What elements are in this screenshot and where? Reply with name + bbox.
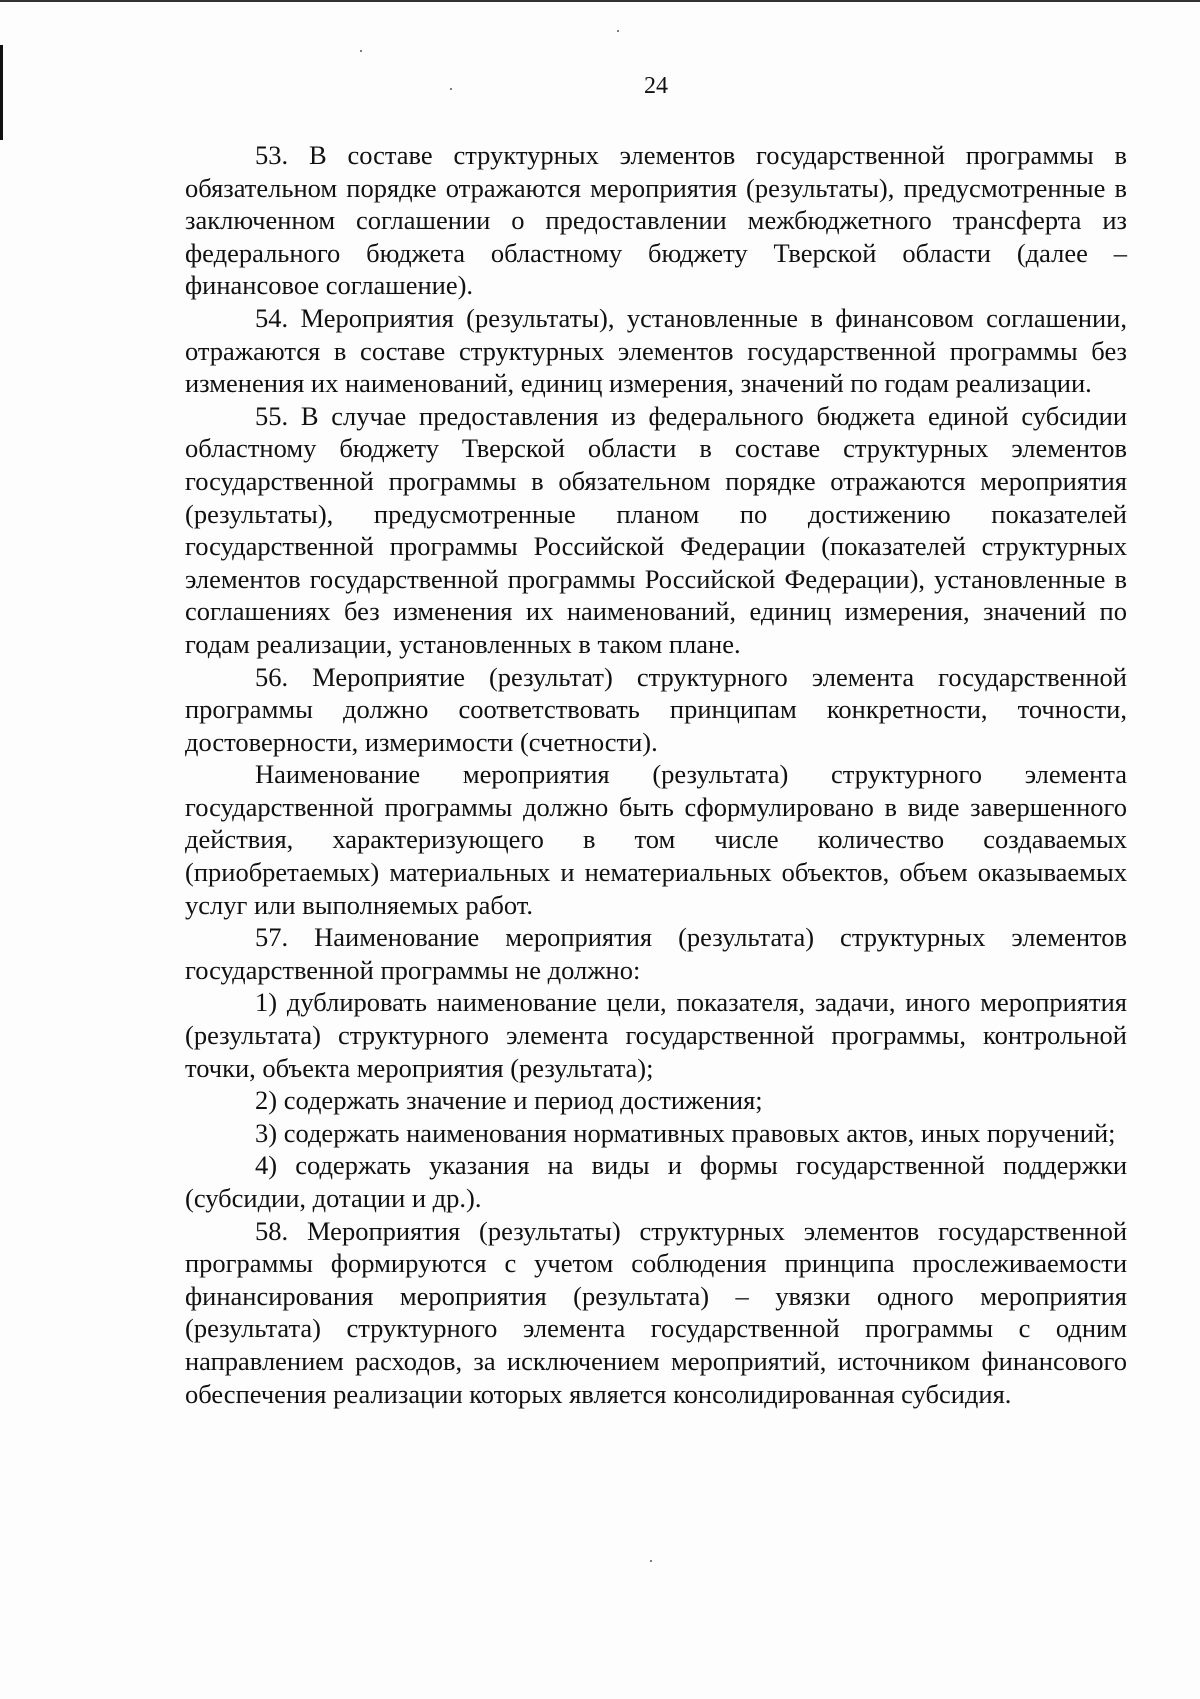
- list-item-57-4: 4) содержать указания на виды и формы государственной поддержки (субсидии, дотации и др.).: [185, 1150, 1127, 1213]
- scan-edge-top: [0, 0, 1200, 2]
- paragraph-58: 58. Мероприятия (результаты) структурных элементов государственной программы формируются с учетом соблюдения принципа прослеживаемости финансирования мероприятия (результата) – увязки одного мероприятия (результата) структурного элемента государственной программы с одним направлением расходов, за исключением мероприятий, источником финансового обеспечения реализации которых является консолидированная субсидия.: [185, 1215, 1127, 1409]
- list-item-57-3: 3) содержать наименования нормативных правовых актов, иных поручений;: [255, 1117, 1116, 1148]
- paragraph-53: 53. В составе структурных элементов государственной программы в обязательном порядке отражаются мероприятия (результаты), предусмотренные в заключенном соглашении о предоставлении межбюджетного трансферта из федерального бюджета областному бюджету Тверской области (далее – финансовое соглашение).: [185, 140, 1127, 301]
- paragraph-56-naming: Наименование мероприятия (результата) структурного элемента государственной программы должно быть сформулировано в виде завершенного действия, характеризующего в том числе количество создаваемых (приобретаемых) материальных и нематериальных объектов, объем оказываемых услуг или выполняемых работ.: [185, 759, 1127, 920]
- scan-speck: [650, 1560, 652, 1562]
- list-item-57-2: 2) содержать значение и период достижения;: [255, 1085, 763, 1116]
- paragraph-57: 57. Наименование мероприятия (результата) структурных элементов государственной программы не должно:: [185, 922, 1127, 985]
- document-body: [185, 139, 1127, 1410]
- scan-speck: [617, 30, 619, 32]
- scan-speck: [360, 50, 362, 52]
- paragraph-54: 54. Мероприятия (результаты), установленные в финансовом соглашении, отражаются в составе структурных элементов государственной программы без изменения их наименований, единиц измерения, значений по годам реализации.: [185, 302, 1127, 399]
- page-number: 24: [644, 73, 668, 99]
- paragraph-56: 56. Мероприятие (результат) структурного элемента государственной программы должно соответствовать принципам конкретности, точности, достоверности, измеримости (счетности).: [185, 661, 1127, 757]
- list-item-57-1: 1) дублировать наименование цели, показателя, задачи, иного мероприятия (результата) структурного элемента государственной программы, контрольной точки, объекта мероприятия (результата);: [185, 987, 1127, 1083]
- paragraph-55: 55. В случае предоставления из федерального бюджета единой субсидии областному бюджету Тверской области в составе структурных элементов государственной программы в обязательном порядке отражаются мероприятия (результаты), предусмотренные планом по достижению показателей государственной программы Российской Федерации (показателей структурных элементов государственной программы Российской Федерации), установленные в соглашениях без изменения их наименований, единиц измерения, значений по годам реализации, установленных в таком плане.: [185, 400, 1127, 659]
